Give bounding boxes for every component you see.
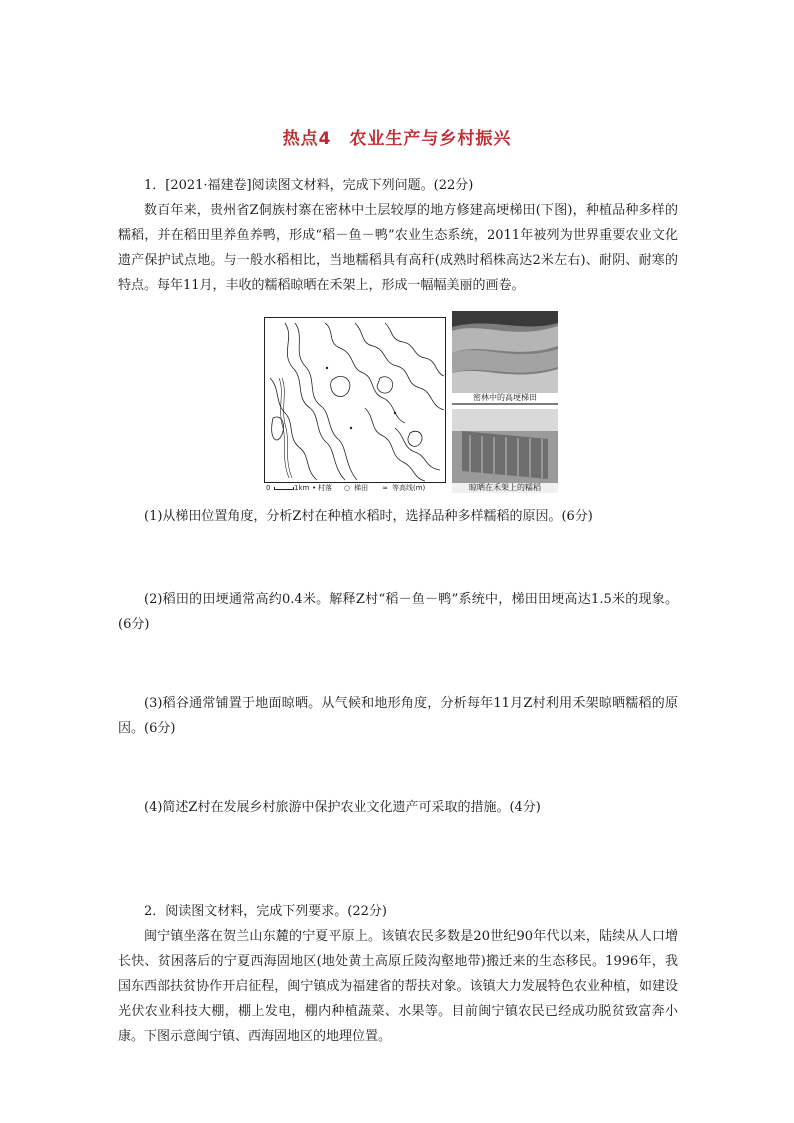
legend-village: 村落 bbox=[318, 484, 332, 492]
question-2-material: 闽宁镇坐落在贺兰山东麓的宁夏平原上。该镇农民多数是20世纪90年代以来，陆续从人口增长快、贫困落后的宁夏西海固地区(地处黄土高原丘陵沟壑地带)搬迁来的生态移民。1996年，我国东西部扶贫协作开启征程，闽宁镇成为福建省的帮扶对象。该镇大力发展特色农业种植，如建设光伏农业科技大棚，棚上发电，棚内种植蔬菜、水果等。目前闽宁镇农民已经成功脱贫致富奔小康。下图示意闽宁镇、西海固地区的地理位置。 bbox=[118, 929, 678, 1044]
question-1-sub-4: (4)简述Z村在发展乡村旅游中保护农业文化遗产可采取的措施。(4分) bbox=[144, 800, 541, 815]
terrace-figure bbox=[264, 311, 560, 493]
village-symbol-icon: • bbox=[312, 484, 317, 492]
photo-rice-drying-racks bbox=[452, 409, 558, 493]
question-1-sub-3: (3)稻谷通常铺置于地面晾晒。从气候和地形角度，分析每年11月Z村利用禾架晾晒糯稻的原因。(6分) bbox=[118, 696, 678, 736]
photo-high-ridge-terraces bbox=[452, 311, 558, 405]
legend-terrace: 梯田 bbox=[354, 484, 368, 492]
page-title: 热点4 农业生产与乡村振兴 bbox=[282, 129, 512, 149]
map-legend bbox=[264, 483, 454, 495]
question-2-heading: 2．阅读图文材料，完成下列要求。(22分) bbox=[144, 904, 387, 919]
legend-scale-zero: 0 bbox=[266, 484, 271, 492]
question-1-heading: 1．[2021·福建卷]阅读图文材料，完成下列问题。(22分) bbox=[144, 178, 474, 193]
question-1-sub-2: (2)稻田的田埂通常高约0.4米。解释Z村“稻－鱼－鸭”系统中，梯田田埂高达1.5米的现象。(6分) bbox=[118, 592, 678, 632]
contour-lines bbox=[265, 318, 445, 482]
legend-contour: 等高线(m) bbox=[392, 484, 426, 492]
photo-bottom-caption: 晾晒在禾架上的糯稻 bbox=[452, 483, 558, 493]
legend-scale-km: 1km bbox=[294, 484, 310, 492]
photo-top-caption: 密林中的高埂梯田 bbox=[452, 393, 558, 403]
terrace-symbol-icon: ○ bbox=[344, 484, 351, 492]
question-1-material: 数百年来，贵州省Z侗族村寨在密林中土层较厚的地方修建高埂梯田(下图)，种植品种多样的糯稻，并在稻田里养鱼养鸭，形成“稻－鱼－鸭”农业生态系统，2011年被列为世界重要农业文化遗产保护试点地。与一般水稻相比，当地糯稻具有高秆(成熟时稻株高达2米左右)、耐阴、耐寒的特点。每年11月，丰收的糯稻晾晒在禾架上，形成一幅幅美丽的画卷。 bbox=[118, 203, 678, 293]
contour-symbol-icon: ≈ bbox=[382, 484, 388, 492]
question-1-sub-1: (1)从梯田位置角度，分析Z村在种植水稻时，选择品种多样糯稻的原因。(6分) bbox=[144, 509, 593, 524]
scale-bar bbox=[274, 487, 294, 490]
contour-map bbox=[264, 317, 446, 483]
